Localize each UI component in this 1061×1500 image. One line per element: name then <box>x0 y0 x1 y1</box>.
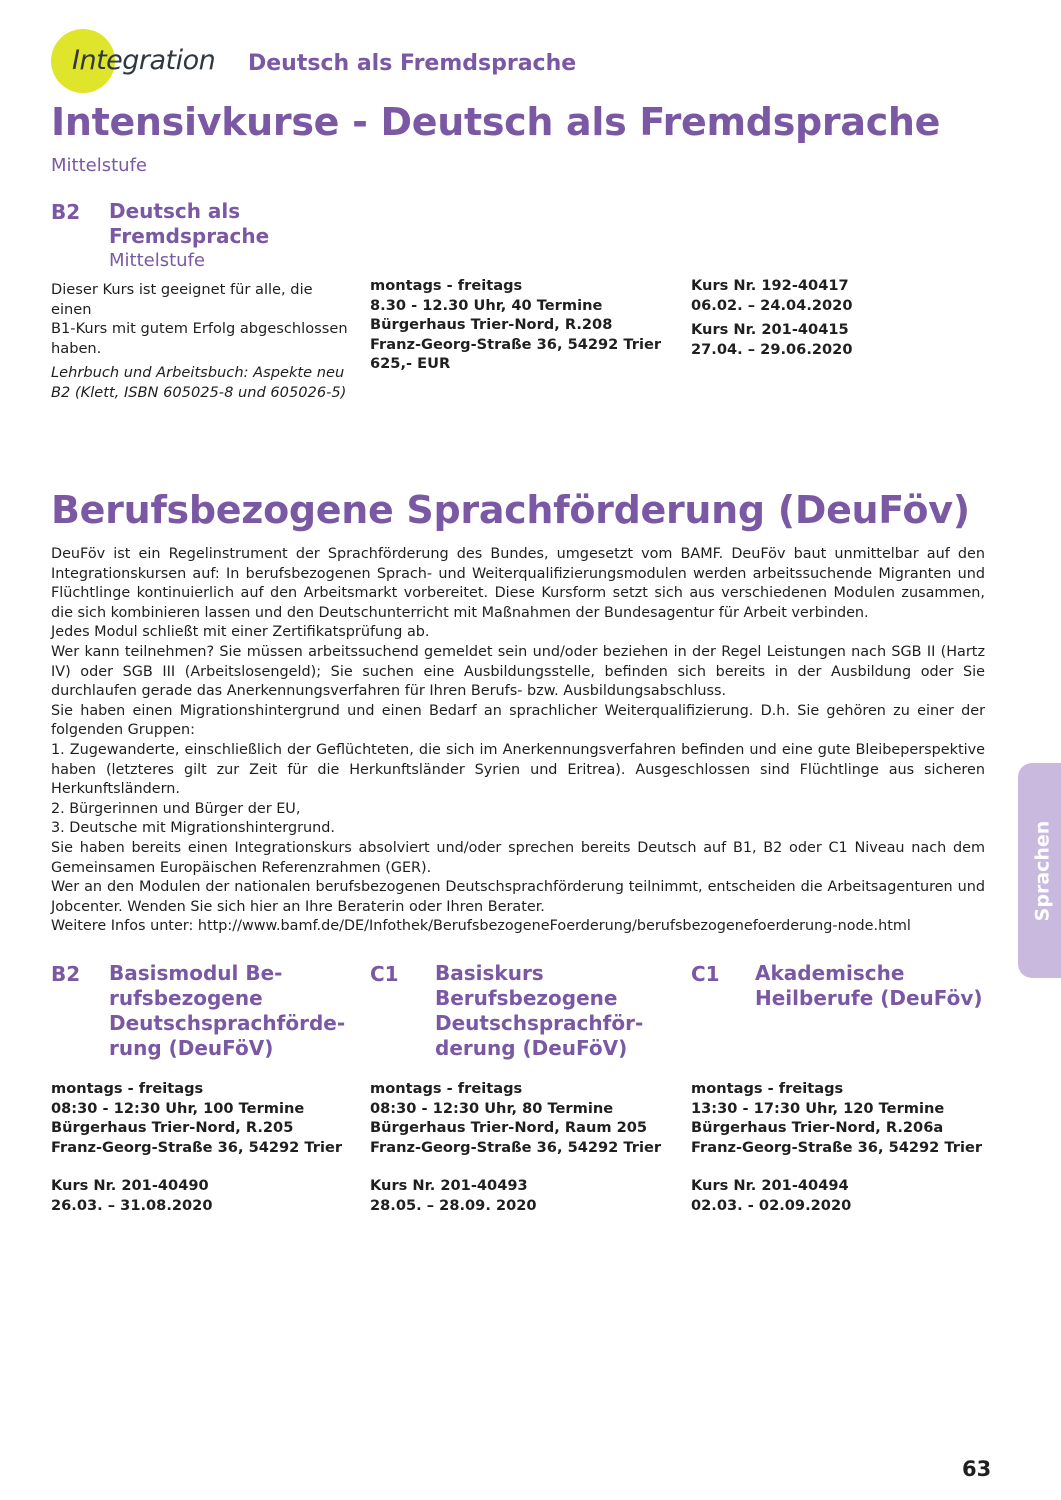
section1-level-name: Mittelstufe <box>51 155 147 176</box>
description-line: haben. <box>51 339 102 357</box>
kurs-line: 28.05. – 28.09. 2020 <box>370 1196 537 1214</box>
schedule-line: Franz-Georg-Straße 36, 54292 Trier <box>691 1138 983 1156</box>
body-paragraph: 2. Bürgerinnen und Bürger der EU, <box>51 800 301 817</box>
schedule-line: montags - freitags <box>370 1080 523 1097</box>
course-heading <box>109 961 349 1061</box>
course-title-line: Deutschsprachför- <box>435 1011 644 1035</box>
kurs-line: Kurs Nr. 201-40415 <box>691 321 849 339</box>
section2-body <box>51 545 985 937</box>
course-title-line: Deutschsprachförde- <box>109 1011 346 1035</box>
course-level: B2 <box>51 200 81 224</box>
schedule-line: Bürgerhaus Trier-Nord, R.208 <box>370 316 613 334</box>
course-heading <box>435 961 675 1061</box>
course-level: C1 <box>370 962 399 986</box>
side-tab-label <box>1018 763 1061 978</box>
kurs-line: 27.04. – 29.06.2020 <box>691 340 853 358</box>
kurs-line: 06.02. – 24.04.2020 <box>691 296 853 314</box>
schedule-line: Bürgerhaus Trier-Nord, R.206a <box>691 1119 944 1137</box>
schedule-line: Franz-Georg-Straße 36, 54292 Trier <box>370 335 662 353</box>
kurs-line: Kurs Nr. 201-40494 <box>691 1177 849 1195</box>
body-paragraph: 1. Zugewanderte, einschließlich der Geflüchteten, die sich im Anerkennungsverfahren befinden und eine gute Bleibeperspektive haben (letzteres gilt zur Zeit für die Herkunftsländer Syrien und Eritrea). Ausgeschlossen sind Flüchtlinge aus sicheren Herkunftsländern. <box>51 741 985 798</box>
page-number: 63 <box>962 1457 992 1481</box>
body-paragraph: Jedes Modul schließt mit einer Zertifikatsprüfung ab. <box>51 624 430 641</box>
course-title-line: Deutsch als <box>109 199 241 223</box>
section1-title: Intensivkurse - Deutsch als Fremdsprache <box>51 100 941 144</box>
body-paragraph: Wer kann teilnehmen? Sie müssen arbeitssuchend gemeldet sein und/oder beziehen in der Regel Leistungen nach SGB II (Hartz IV) oder SGB III (Arbeitslosengeld); Sie suchen eine Ausbildungsstelle, befinden sich bereits in der Ausbildung oder Sie durchlaufen gerade das Anerkennungsverfahren für Ihren Berufs- bzw. Ausbildungsabschluss. <box>51 643 985 700</box>
schedule-line: Bürgerhaus Trier-Nord, R.205 <box>51 1119 294 1137</box>
course-title-line: rufsbezogene <box>109 986 263 1010</box>
logo-text: Integration <box>72 45 216 76</box>
course-title-line: Berufsbezogene <box>435 986 618 1010</box>
section2-title: Berufsbezogene Sprachförderung (DeuFöv) <box>51 488 970 532</box>
course-description <box>51 280 351 403</box>
course-title-line: rung (DeuFöV) <box>109 1036 274 1060</box>
book-line: B2 (Klett, ISBN 605025-8 und 605026-5) <box>51 383 347 401</box>
course-schedule <box>691 1079 982 1216</box>
course-subtitle: Mittelstufe <box>109 250 205 271</box>
course-level: B2 <box>51 962 81 986</box>
body-paragraph: DeuFöv ist ein Regelinstrument der Sprachförderung des Bundes, umgesetzt vom BAMF. DeuFöv baut unmittelbar auf den Integrationskursen auf: In berufsbezogenen Sprach- und Weiterqualifizierungsmodulen werden arbeitssuchende Migranten und Flüchtlinge kontinuierlich auf den Arbeitsmarkt vorbereitet. Diese Kursform setzt sich aus verschiedenen Modulen zusammen, die sich kombinieren lassen und den Deutschunterricht mit Maßnahmen der Bundesagentur für Arbeit verbinden. <box>51 546 985 621</box>
kurs-line: Kurs Nr. 192-40417 <box>691 277 849 294</box>
course-level: C1 <box>691 962 720 986</box>
body-paragraph: Sie haben bereits einen Integrationskurs absolviert und/oder sprechen bereits Deutsch auf B1, B2 oder C1 Niveau nach dem Gemeinsamen Europäischen Referenzrahmen (GER). <box>51 839 985 876</box>
course-title-line: derung (DeuFöV) <box>435 1036 628 1060</box>
description-line: B1-Kurs mit gutem Erfolg abgeschlossen <box>51 320 348 338</box>
course-title-line: Basiskurs <box>435 961 544 985</box>
schedule-line: Bürgerhaus Trier-Nord, Raum 205 <box>370 1119 648 1137</box>
kurs-line: 26.03. – 31.08.2020 <box>51 1196 213 1214</box>
schedule-line: montags - freitags <box>370 277 523 294</box>
course-heading <box>109 199 269 273</box>
kurs-line: Kurs Nr. 201-40490 <box>51 1177 209 1195</box>
course-schedule <box>370 1079 661 1216</box>
schedule-line: Franz-Georg-Straße 36, 54292 Trier <box>51 1138 343 1156</box>
schedule-line: Franz-Georg-Straße 36, 54292 Trier <box>370 1138 662 1156</box>
schedule-line: 625,- EUR <box>370 355 451 373</box>
course-schedule <box>370 276 661 374</box>
side-tab-text: Sprachen <box>1031 820 1053 921</box>
kurs-line: 02.03. - 02.09.2020 <box>691 1196 852 1214</box>
course-heading <box>755 961 1005 1011</box>
body-paragraph: Wer an den Modulen der nationalen berufsbezogenen Deutschsprachförderung teilnimmt, entscheiden die Arbeitsagenturen und Jobcenter. Wenden Sie sich hier an Ihre Beraterin oder Ihren Berater. <box>51 879 985 915</box>
course-title-line: Basismodul Be- <box>109 961 283 985</box>
schedule-line: 13:30 - 17:30 Uhr, 120 Termine <box>691 1099 945 1117</box>
course-title-line: Heilberufe (DeuFöv) <box>755 986 983 1010</box>
book-line: Lehrbuch und Arbeitsbuch: Aspekte neu <box>51 364 345 382</box>
course-title-line: Fremdsprache <box>109 224 270 248</box>
body-paragraph: 3. Deutsche mit Migrationshintergrund. <box>51 820 335 837</box>
description-line: Dieser Kurs ist geeignet für alle, die einen <box>51 281 313 318</box>
header-subtitle: Deutsch als Fremdsprache <box>248 51 577 76</box>
body-link-paragraph: Weitere Infos unter: http://www.bamf.de/DE/Infothek/BerufsbezogeneFoerderung/berufsbezogenefoerderung-node.html <box>51 918 911 935</box>
schedule-line: montags - freitags <box>691 1080 844 1097</box>
kurs-line: Kurs Nr. 201-40493 <box>370 1177 528 1195</box>
course-title-line: Akademische <box>755 961 905 985</box>
body-paragraph: Sie haben einen Migrationshintergrund und einen Bedarf an sprachlicher Weiterqualifizierung. D.h. Sie gehören zu einer der folgenden Gruppen: <box>51 702 985 739</box>
schedule-line: 08:30 - 12:30 Uhr, 100 Termine <box>51 1099 305 1117</box>
course-numbers <box>691 276 853 359</box>
schedule-line: 08:30 - 12:30 Uhr, 80 Termine <box>370 1099 614 1117</box>
course-schedule <box>51 1079 342 1216</box>
schedule-line: montags - freitags <box>51 1080 204 1097</box>
schedule-line: 8.30 - 12.30 Uhr, 40 Termine <box>370 296 603 314</box>
